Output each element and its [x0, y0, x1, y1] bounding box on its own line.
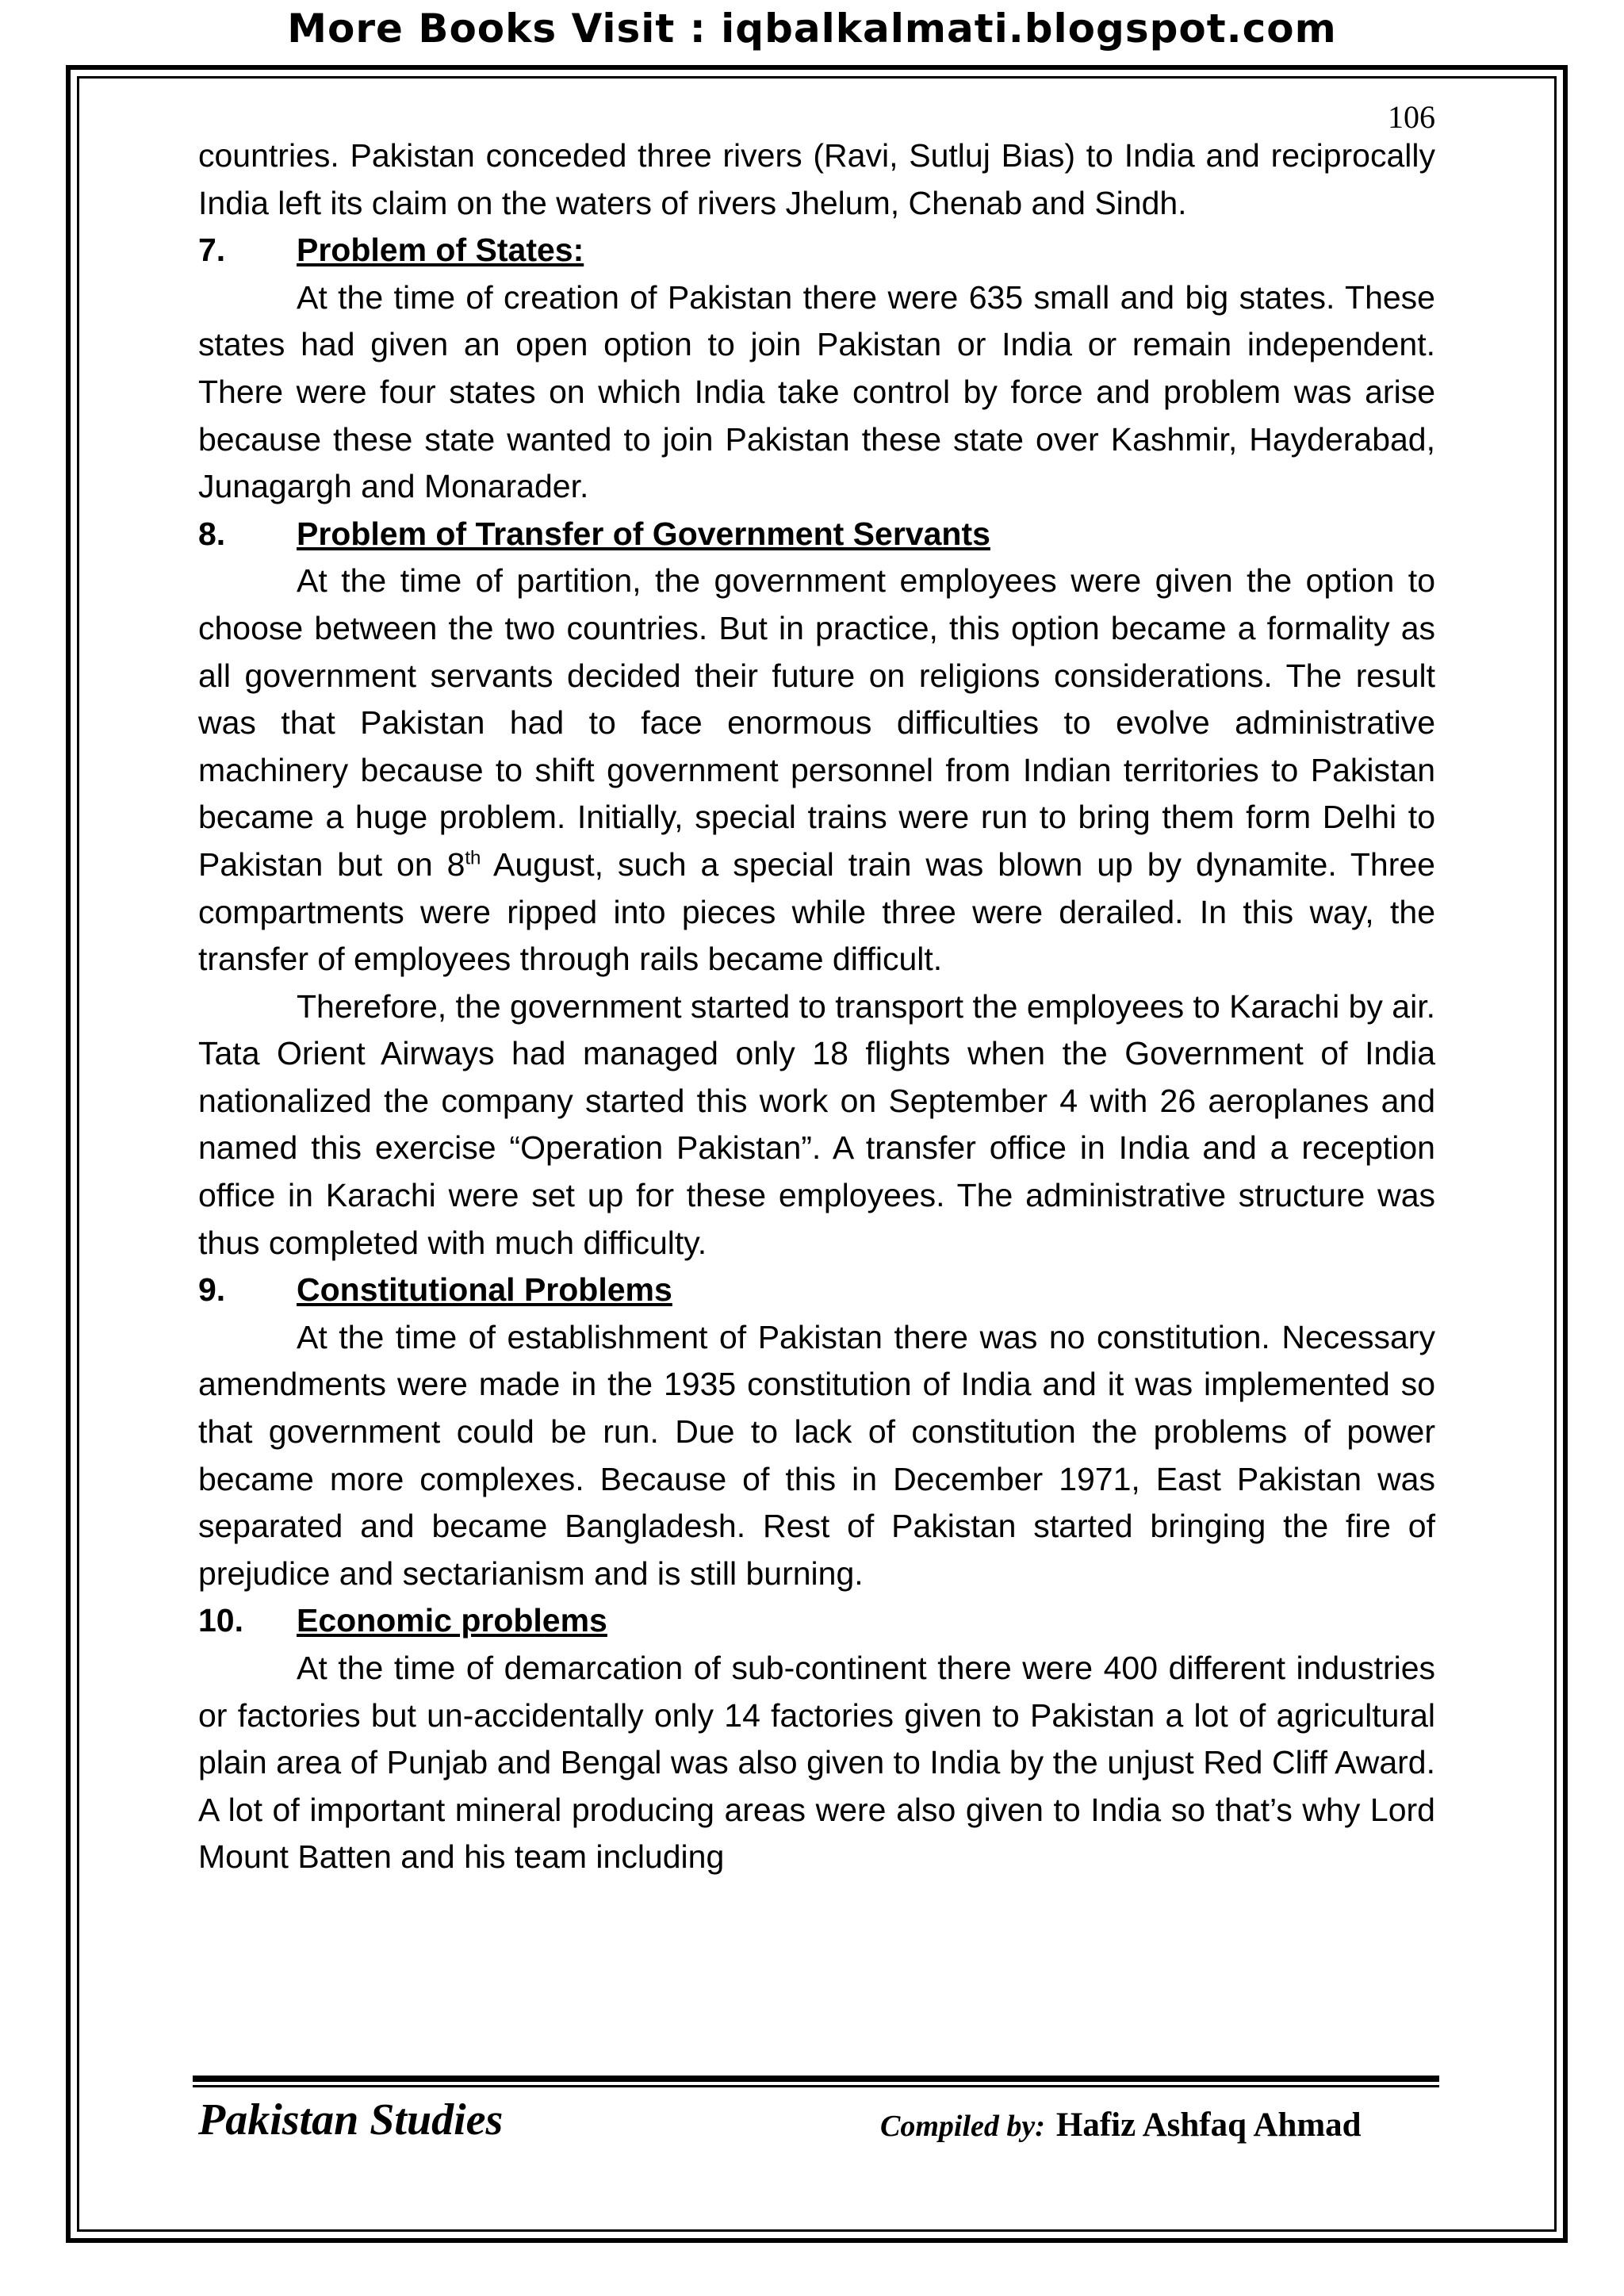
paragraph-text: August, such a special train was blown up by dynamite. Three compartments were ripped into pieces while three were derailed. In this way, the transfer of employees through rails became difficult.	[198, 845, 1435, 978]
section-10-paragraph: At the time of demarcation of sub-continent there were 400 different industries or factories but un-accidentally only 14 factories given to Pakistan a lot of agricultural plain area of Punjab and Bengal was also given to India by the unjust Red Cliff Award. A lot of important mineral producing areas were also given to India so that’s why Lord Mount Batten and his team including	[198, 1650, 1435, 1876]
page-content	[198, 132, 1435, 1881]
page-number: 106	[1388, 99, 1435, 135]
author-name: Hafiz Ashfaq Ahmad	[1055, 2106, 1362, 2144]
footer-compiled-by	[880, 2102, 1362, 2150]
section-number: 10.	[198, 1602, 243, 1639]
compiled-by-label: Compiled by:	[880, 2110, 1045, 2143]
section-title: Problem of States:	[297, 232, 584, 269]
section-heading-8	[198, 511, 1435, 558]
section-number: 7.	[198, 232, 226, 269]
paragraph-text: At the time of partition, the government employees were given the option to choose between the two countries. But in practice, this option became a formality as all government servants decided their future on religions considerations. The result was that Pakistan had to face enormous difficulties to evolve administrative machinery because to shift government personnel from Indian territories to Pakistan became a huge problem. Initially, special trains were run to bring them form Delhi to Pakistan but on 8	[198, 562, 1435, 883]
section-heading-10	[198, 1597, 1435, 1645]
site-banner: More Books Visit : iqbalkalmati.blogspot.com	[287, 6, 1337, 52]
footer-book-title: Pakistan Studies	[198, 2095, 504, 2145]
section-9-paragraph: At the time of establishment of Pakistan there was no constitution. Necessary amendments were made in the 1935 constitution of India and it was implemented so that government could be run. Due to lack of constitution the problems of power became more complexes. Because of this in December 1971, East Pakistan was separated and became Bangladesh. Rest of Pakistan started bringing the fire of prejudice and sectarianism and is still burning.	[198, 1318, 1435, 1592]
section-heading-9	[198, 1267, 1435, 1314]
footer-rule-thick	[193, 2076, 1439, 2082]
section-title: Constitutional Problems	[297, 1271, 672, 1309]
section-heading-7	[198, 227, 1435, 274]
footer-rule-thin	[193, 2085, 1439, 2087]
section-8-paragraph-1	[198, 558, 1435, 983]
section-number: 8.	[198, 515, 226, 552]
ordinal-suffix: th	[465, 847, 481, 869]
intro-paragraph: countries. Pakistan conceded three rivers (Ravi, Sutluj Bias) to India and reciprocally India left its claim on the waters of rivers Jhelum, Chenab and Sindh.	[198, 137, 1435, 221]
section-7-paragraph: At the time of creation of Pakistan there were 635 small and big states. These states had given an open option to join Pakistan or India or remain independent. There were four states on which India take control by force and problem was arise because these state wanted to join Pakistan these state over Kashmir, Hayderabad, Junagargh and Monarader.	[198, 278, 1435, 505]
section-8-paragraph-2: Therefore, the government started to transport the employees to Karachi by air. Tata Orient Airways had managed only 18 flights when the Government of India nationalized the company started this work on September 4 with 26 aeroplanes and named this exercise “Operation Pakistan”. A transfer office in India and a reception office in Karachi were set up for these employees. The administrative structure was thus completed with much difficulty.	[198, 987, 1435, 1261]
section-number: 9.	[198, 1271, 226, 1309]
section-title: Economic problems	[297, 1602, 607, 1639]
section-title: Problem of Transfer of Government Servants	[297, 515, 990, 552]
